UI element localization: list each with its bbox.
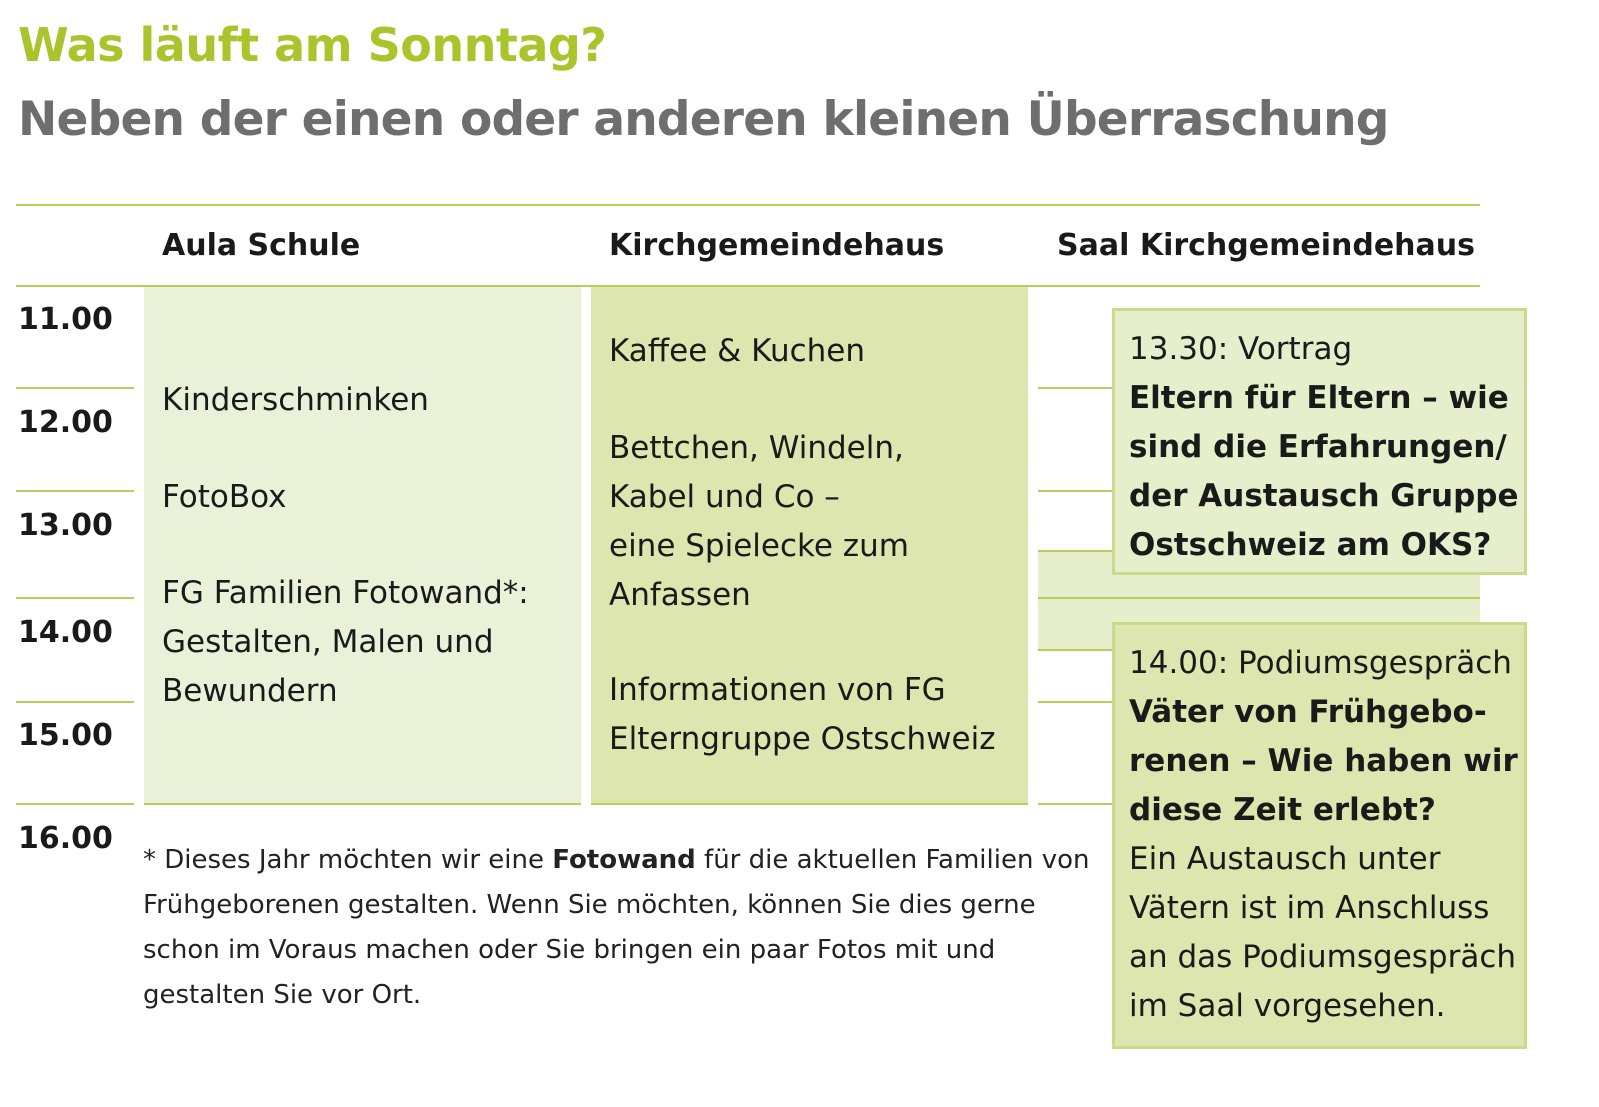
column-header-saal: Saal Kirchgemeindehaus [1057, 228, 1475, 263]
event-title-line: Eltern für Eltern – wie [1129, 380, 1509, 416]
aula-item-fotobox: FotoBox [162, 479, 287, 515]
time-label: 15.00 [18, 718, 113, 753]
kgh-item-spielecke-line: Bettchen, Windeln, [609, 430, 904, 466]
hour-rule [1038, 597, 1480, 599]
aula-item-fotowand-line: Gestalten, Malen und [162, 624, 494, 660]
aula-item-kinderschminken: Kinderschminken [162, 382, 429, 418]
event-title-line: renen – Wie haben wir [1129, 743, 1518, 779]
event-time-label: 14.00: Podiumsgespräch [1129, 645, 1512, 681]
event-title-line: sind die Erfahrungen/ [1129, 429, 1507, 465]
kgh-item-kaffee: Kaffee & Kuchen [609, 333, 866, 369]
event-title-line: Ostschweiz am OKS? [1129, 527, 1492, 563]
aula-item-fotowand [162, 569, 529, 716]
saal-event-podiumsgespraech [1112, 622, 1527, 1049]
footnote-bold: Fotowand [552, 845, 696, 875]
column-header-aula: Aula Schule [162, 228, 361, 263]
hour-rule [1038, 649, 1113, 651]
hour-rule [16, 803, 134, 805]
aula-item-fotowand-line: FG Familien Fotowand*: [162, 575, 529, 611]
aula-bottom-rule [144, 803, 581, 805]
kgh-item-spielecke-line: eine Spielecke zum [609, 528, 909, 564]
hour-rule [16, 597, 134, 599]
header-top-rule [16, 204, 1480, 206]
aula-schedule-block [144, 287, 581, 803]
time-label: 12.00 [18, 405, 113, 440]
kgh-item-spielecke-line: Kabel und Co – [609, 479, 840, 515]
event-desc-line: Ein Austausch unter [1129, 841, 1441, 877]
event-title-line: diese Zeit erlebt? [1129, 792, 1436, 828]
kgh-item-spielecke [609, 424, 909, 620]
hour-rule [1038, 387, 1113, 389]
hour-rule [1038, 490, 1113, 492]
event-desc-line: im Saal vorgesehen. [1129, 988, 1446, 1024]
time-label: 11.00 [18, 302, 113, 337]
time-label: 14.00 [18, 615, 113, 650]
footnote-text: * Dieses Jahr möchten wir eine [143, 845, 553, 875]
page-title: Was läuft am Sonntag? [18, 18, 607, 72]
hour-rule [1038, 701, 1113, 703]
hour-rule [16, 387, 134, 389]
kgh-item-informationen-line: Informationen von FG [609, 672, 946, 708]
kgh-item-spielecke-line: Anfassen [609, 577, 751, 613]
time-label: 16.00 [18, 821, 113, 856]
page-subtitle: Neben der einen oder anderen kleinen Überraschung [18, 92, 1389, 147]
column-header-kirchgemeindehaus: Kirchgemeindehaus [609, 228, 945, 263]
event-desc-line: Vätern ist im Anschluss [1129, 890, 1490, 926]
hour-rule [16, 701, 134, 703]
event-title-line: der Austausch Gruppe [1129, 478, 1519, 514]
event-desc-line: an das Podiumsgespräch [1129, 939, 1517, 975]
event-time-label: 13.30: Vortrag [1129, 331, 1353, 367]
saal-event-vortrag [1112, 308, 1527, 575]
aula-item-fotowand-line: Bewundern [162, 673, 338, 709]
time-label: 13.00 [18, 508, 113, 543]
hour-rule [16, 490, 134, 492]
hour-rule [1038, 803, 1113, 805]
footnote-text: für die aktuellen Familien von Frühgeborenen gestalten. Wenn Sie möchten, können Sie dies gerne schon im Voraus machen oder Sie bringen ein paar Fotos mit und gestalten Sie vor Ort. [143, 845, 1090, 1010]
kgh-item-informationen [609, 666, 996, 764]
footnote [143, 838, 1103, 1018]
kirchgemeindehaus-bottom-rule [591, 803, 1028, 805]
event-title-line: Väter von Frühgebo- [1129, 694, 1487, 730]
kgh-item-informationen-line: Elterngruppe Ostschweiz [609, 721, 996, 757]
